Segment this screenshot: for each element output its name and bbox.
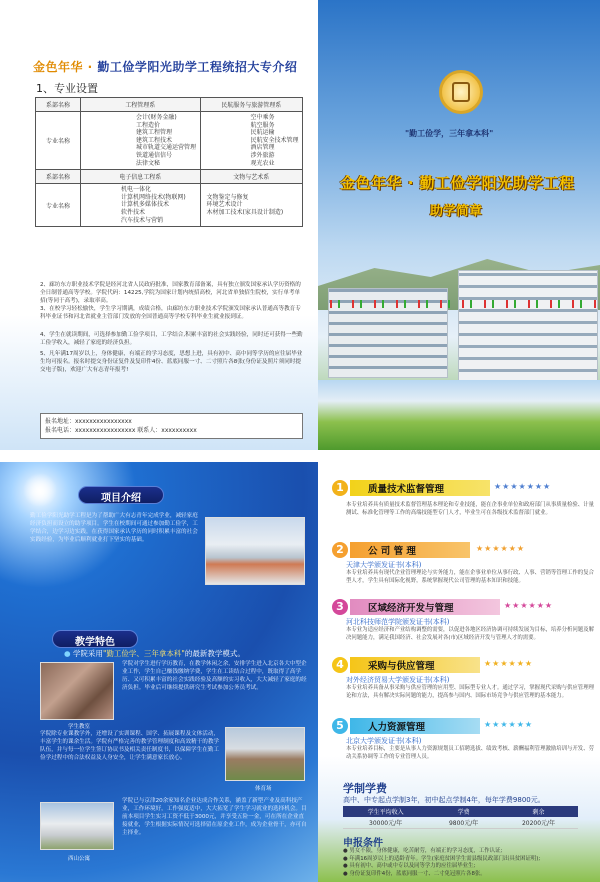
paragraph-5: 5、凡年满17周岁以上，身体健康，有端正的学习态度，思想上进，具有初中、高中同等学历的应往届毕业生均可报名。报名时提交身份证复件及复印件4份、蓝底同服一寸、二寸照片各8张(身份证及照片须同时提交电子版)，欢迎广大有志青年报考! [40, 351, 303, 373]
table-row [36, 112, 303, 170]
table-header: 电子信息工程系 [81, 170, 201, 184]
hero-subtitle: 助学简章 [430, 204, 483, 219]
school-logo-icon [439, 70, 483, 114]
photo-caption: 学生教室 [68, 724, 91, 730]
majors-table [35, 97, 303, 227]
page-title: 金色年华 · 勤工俭学阳光助学工程统招大专介绍 [33, 60, 298, 74]
feature-heading: 教学特色 [52, 630, 138, 648]
stars-decoration-icon: ★★★★★★ [484, 720, 534, 729]
major-certificate: 对外经济贸易大学颁发证书(本科) [346, 676, 450, 684]
contact-address: 报名地址：xxxxxxxxxxxxxxxx [45, 418, 132, 425]
table-header: 系部名称 [36, 98, 81, 112]
classroom-photo [40, 662, 114, 720]
table-row [343, 817, 578, 829]
table-header-row [343, 806, 578, 817]
number-badge: 3 [332, 599, 348, 615]
conditions-heading: 申报条件 [343, 838, 383, 849]
major-description: 本专业培养具有质量技术监督管理基本理论和专业技能，能在企事业单位和政府部门从事质量检验、计量测试、标准化管理等工作的高端技能型专门人才，毕业生可在各级技术监督部门就业。 [346, 502, 594, 516]
paragraph-2: 2、廊坊东方职业技术学院是经河北省人民政府批准，国家教育部备案，具有独立颁发国家承认学历资格的全日制普通高等学校。学院代码：14225,学院为国家计划内统招高校，河北省单独招生院校，实行单考单招(等同于高考)，录取率高。 [40, 282, 301, 304]
campus-photo [205, 517, 305, 585]
feature-text-3: 学院已与京津20余家知名企业达成合作关系，涵盖了新型产业及高科技产业，工作环境好，工作强度适中，大大拓宽了学生学习就业的选择机会。目前本项目学生实习工资不低于3000元，并享受五险一金，可在所在企业直接就业，学生根据实际情况可选择留在原企业工作，成为企业骨干，亦可自主择业。 [122, 798, 307, 836]
lawn-image [318, 380, 600, 450]
fee-summary: 高中、中专起点学制3年，初中起点学制4年，每年学费9800元。 [343, 796, 545, 804]
major-certificate: 北京大学颁发证书(本科) [346, 737, 422, 745]
stars-decoration-icon: ★★★★★★★ [494, 482, 552, 491]
major-title: 质量技术监督管理 [350, 480, 490, 496]
intro-text: 勤工俭学阳光助学工程是为了帮助广大有志青年完成学业，减轻家庭经济负担而设立的助学项目。学生在校期间可通过参加勤工俭学，工学结合，边学习边实践，在获得国家承认学历的同时积累丰富的社会实践经验，为毕业后顺利就业打下坚实的基础。 [30, 513, 198, 543]
major-certificate: 天津大学颁发证书(本科) [346, 561, 422, 569]
number-badge: 5 [332, 718, 348, 734]
majors-list-electronics: 机电一体化 计算机网络技术(物联网) 计算机多媒体技术 软件技术 汽车技术与营销 [81, 184, 201, 227]
major-description: 本专业培养具有现代企业管理理论与实务能力，能在企事业单位从事行政、人事、营销等管理工作的复合型人才，学生具有国际化视野，系统掌握现代公司管理的基本知识和技能。 [346, 570, 594, 584]
major-title: 区域经济开发与管理 [350, 599, 500, 615]
stadium-photo [225, 727, 305, 781]
number-badge: 2 [332, 542, 348, 558]
photo-caption: 西山公寓 [68, 856, 91, 862]
feature-text-1: 学院对学生进行学历教育，在教学休闲之余，安排学生进入北京各大中型企业工作，学生自己赚钱缴纳学费，学生在工读结合过程中，既取得了高学历、又可积累丰富的社会实践经验及高额的实习收入，大大减轻了家庭的经济负担。毕业后可继续提供研究生考试参加公务员考试。 [122, 661, 307, 691]
table-header: 系部名称 [36, 170, 81, 184]
table-header-row [36, 98, 303, 112]
fee-heading: 学制学费 [343, 782, 387, 795]
hero-title: 金色年华 · 勤工俭学阳光助学工程 [340, 174, 575, 192]
number-badge: 4 [332, 657, 348, 673]
fee-table [343, 806, 578, 829]
majors-list-aviation: 空中乘务 航空服务 民航运输 民航安全技术管理 酒店管理 涉外旅游 观光农业 [200, 112, 302, 170]
photo-caption: 体育场 [255, 786, 272, 792]
project-panel [0, 462, 318, 882]
program-introduction-panel [0, 0, 318, 450]
stars-decoration-icon: ★★★★★★ [484, 659, 534, 668]
slogan: "勤工俭学，三年拿本科" [405, 129, 494, 138]
major-title: 采购与供应管理 [350, 657, 480, 673]
major-description: 本专业培养具备从事采购与供应管理的应用型、国际型专业人才。通过学习，掌握现代采购与供应管理理论和方法，具有解决实际问题的能力，提高参与国内、国际市场竞争与供应管理的基本能力。 [346, 685, 594, 699]
list-item: ● 身份证复印件4份，蓝底同服一寸、二寸免冠照片各8张。 [343, 870, 486, 877]
majors-list-engineering: 会计(财务金融) 工程造价 建筑工程管理 建筑工程技术 城市轨道交通运营管理 铁道通信信号 法律文秘 [81, 112, 201, 170]
list-item: ● 年满16周岁以上的适龄青年。学生(家庭贫困学生需县级民政部门出具贫困证明); [343, 855, 541, 862]
table-header: 学费 [428, 806, 499, 817]
table-header: 剩余 [499, 806, 578, 817]
major-description: 本专业培养目标，主要是从事人力资源规划员工招聘选拔、绩效考核、薪酬福利管理激励培训与开发、劳动关系协调等工作的专业管理人员。 [346, 746, 594, 760]
table-header: 民航服务与旅游管理系 [200, 98, 302, 112]
major-title: 公 司 管 理 [350, 542, 470, 558]
flags-image [318, 300, 600, 308]
major-certificate: 河北科技师范学院颁发证书(本科) [346, 618, 450, 626]
brochure-back [0, 462, 600, 882]
feature-bullet: ● 学院采用"勤工俭学、三年拿本科"的最新教学模式。 [64, 649, 245, 658]
campus-building-image [458, 270, 598, 382]
intro-heading: 项目介绍 [78, 486, 164, 504]
list-item: ● 男女不限，身体健康，吃苦耐劳，有端正的学习态度，工作认证; [343, 848, 503, 854]
table-header-row [36, 170, 303, 184]
cover-panel [318, 0, 600, 450]
table-cell: 9800元/年 [428, 817, 499, 829]
sparkle-icon [20, 470, 60, 510]
stars-decoration-icon: ★★★★★★ [504, 601, 554, 610]
majors-panel [318, 462, 600, 882]
table-header: 文物与艺术系 [200, 170, 302, 184]
bullet-icon: ● [64, 649, 71, 658]
contact-box [40, 413, 303, 439]
contact-phone: 报名电话：xxxxxxxxxxxxxxxxx 联系人：xxxxxxxxxx [45, 427, 197, 434]
number-badge: 1 [332, 480, 348, 496]
table-row-label: 专业名称 [36, 184, 81, 227]
conditions-list [343, 848, 593, 878]
major-title: 人力资源管理 [350, 718, 480, 734]
majors-list-arts: 文物鉴定与修复 环境艺术设计 木材加工技术(家具设计制造) [200, 184, 302, 227]
list-item: ● 具有初中、高中或中专以及同等学力的应往届毕业生; [343, 863, 476, 869]
major-description: 本专业为适应经济和产业结构调整的需要，以促进各地区经济协调可持续发展为目标，培养分析问题及解决问题能力，满足我国经济、社会发展对各(市)区域经济开发与管理人才的需要。 [346, 627, 594, 641]
paragraph-4: 4、学生在就读期间，可选择参加勤工俭学项目，工学结合,积累丰富的社会实践经验，同时还可获得一些勤工俭学收入，减轻了家庭的经济负担。 [40, 332, 303, 346]
stars-decoration-icon: ★★★★★★ [476, 544, 526, 553]
section-title: 1、专业设置 [36, 82, 98, 95]
dormitory-photo [40, 802, 114, 850]
table-header: 工程管理系 [81, 98, 201, 112]
feature-text-2: 学院除专业课教学外，还增设了实训课程、国学、拓展课程及文体活动，丰富学生的课余生活。学院有严格完善的教学管理制度和高效精干的教学队伍，并与每一位学生签订协议书及相关责任制度书，以保障学生在勤工俭学过程中的合法权益及人身安全，让学生满意家长放心。 [40, 731, 220, 761]
table-header: 学生平均收入 [343, 806, 428, 817]
table-row [36, 184, 303, 227]
table-row-label: 专业名称 [36, 112, 81, 170]
table-cell: 30000元/年 [343, 817, 428, 829]
paragraph-3: 3、在校学习轻松愉快，学生学习期满，成绩合格，由廊坊东方职业技术学院颁发国家承认普通高等教育专科毕业证书和河北省就业主管部门发放的全国普通高等学校专科毕业生就业报到证。 [40, 306, 301, 320]
table-cell: 20200元/年 [499, 817, 578, 829]
